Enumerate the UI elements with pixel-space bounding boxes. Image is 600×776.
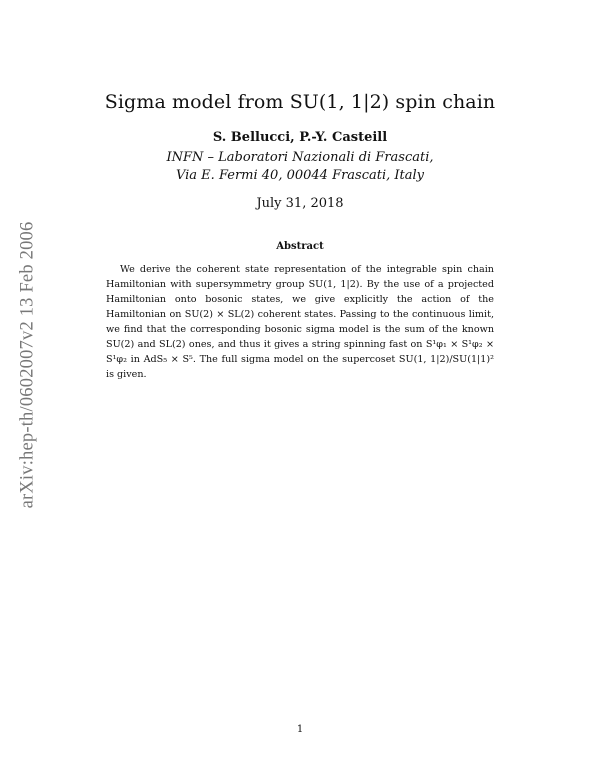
- abstract-body: We derive the coherent state representation of the integrable spin chain Hamiltonian with supersymmetry group SU(1, 1|2). By the use of a projected Hamiltonian onto bosonic states, we give explicitly the action of the Hamiltonian on SU(2) × SL(2) coherent states. Passing to the continuous limit, we find that the corresponding bosonic sigma model is the sum of the known SU(2) and SL(2) ones, and thus it gives a string spinning fast on S¹φ₁ × S¹φ₂ × S¹φ₂ in AdS₅ × S⁵. The full sigma model on the supercoset SU(1, 1|2)/SU(1|1)² is given.: [106, 264, 494, 380]
- affiliation-line-1: INFN – Laboratori Nazionali di Frascati,: [166, 150, 434, 165]
- page-number: 1: [296, 724, 304, 735]
- affiliation-line-2: Via E. Fermi 40, 00044 Frascati, Italy: [175, 168, 425, 183]
- authors: S. Bellucci, P.-Y. Casteill: [212, 130, 388, 145]
- arxiv-side-stamp: arXiv:hep-th/0602007v2 13 Feb 2006: [17, 221, 38, 509]
- abstract-heading: Abstract: [276, 241, 324, 252]
- paper-title: Sigma model from SU(1, 1|2) spin chain: [104, 91, 496, 113]
- date: July 31, 2018: [256, 196, 344, 211]
